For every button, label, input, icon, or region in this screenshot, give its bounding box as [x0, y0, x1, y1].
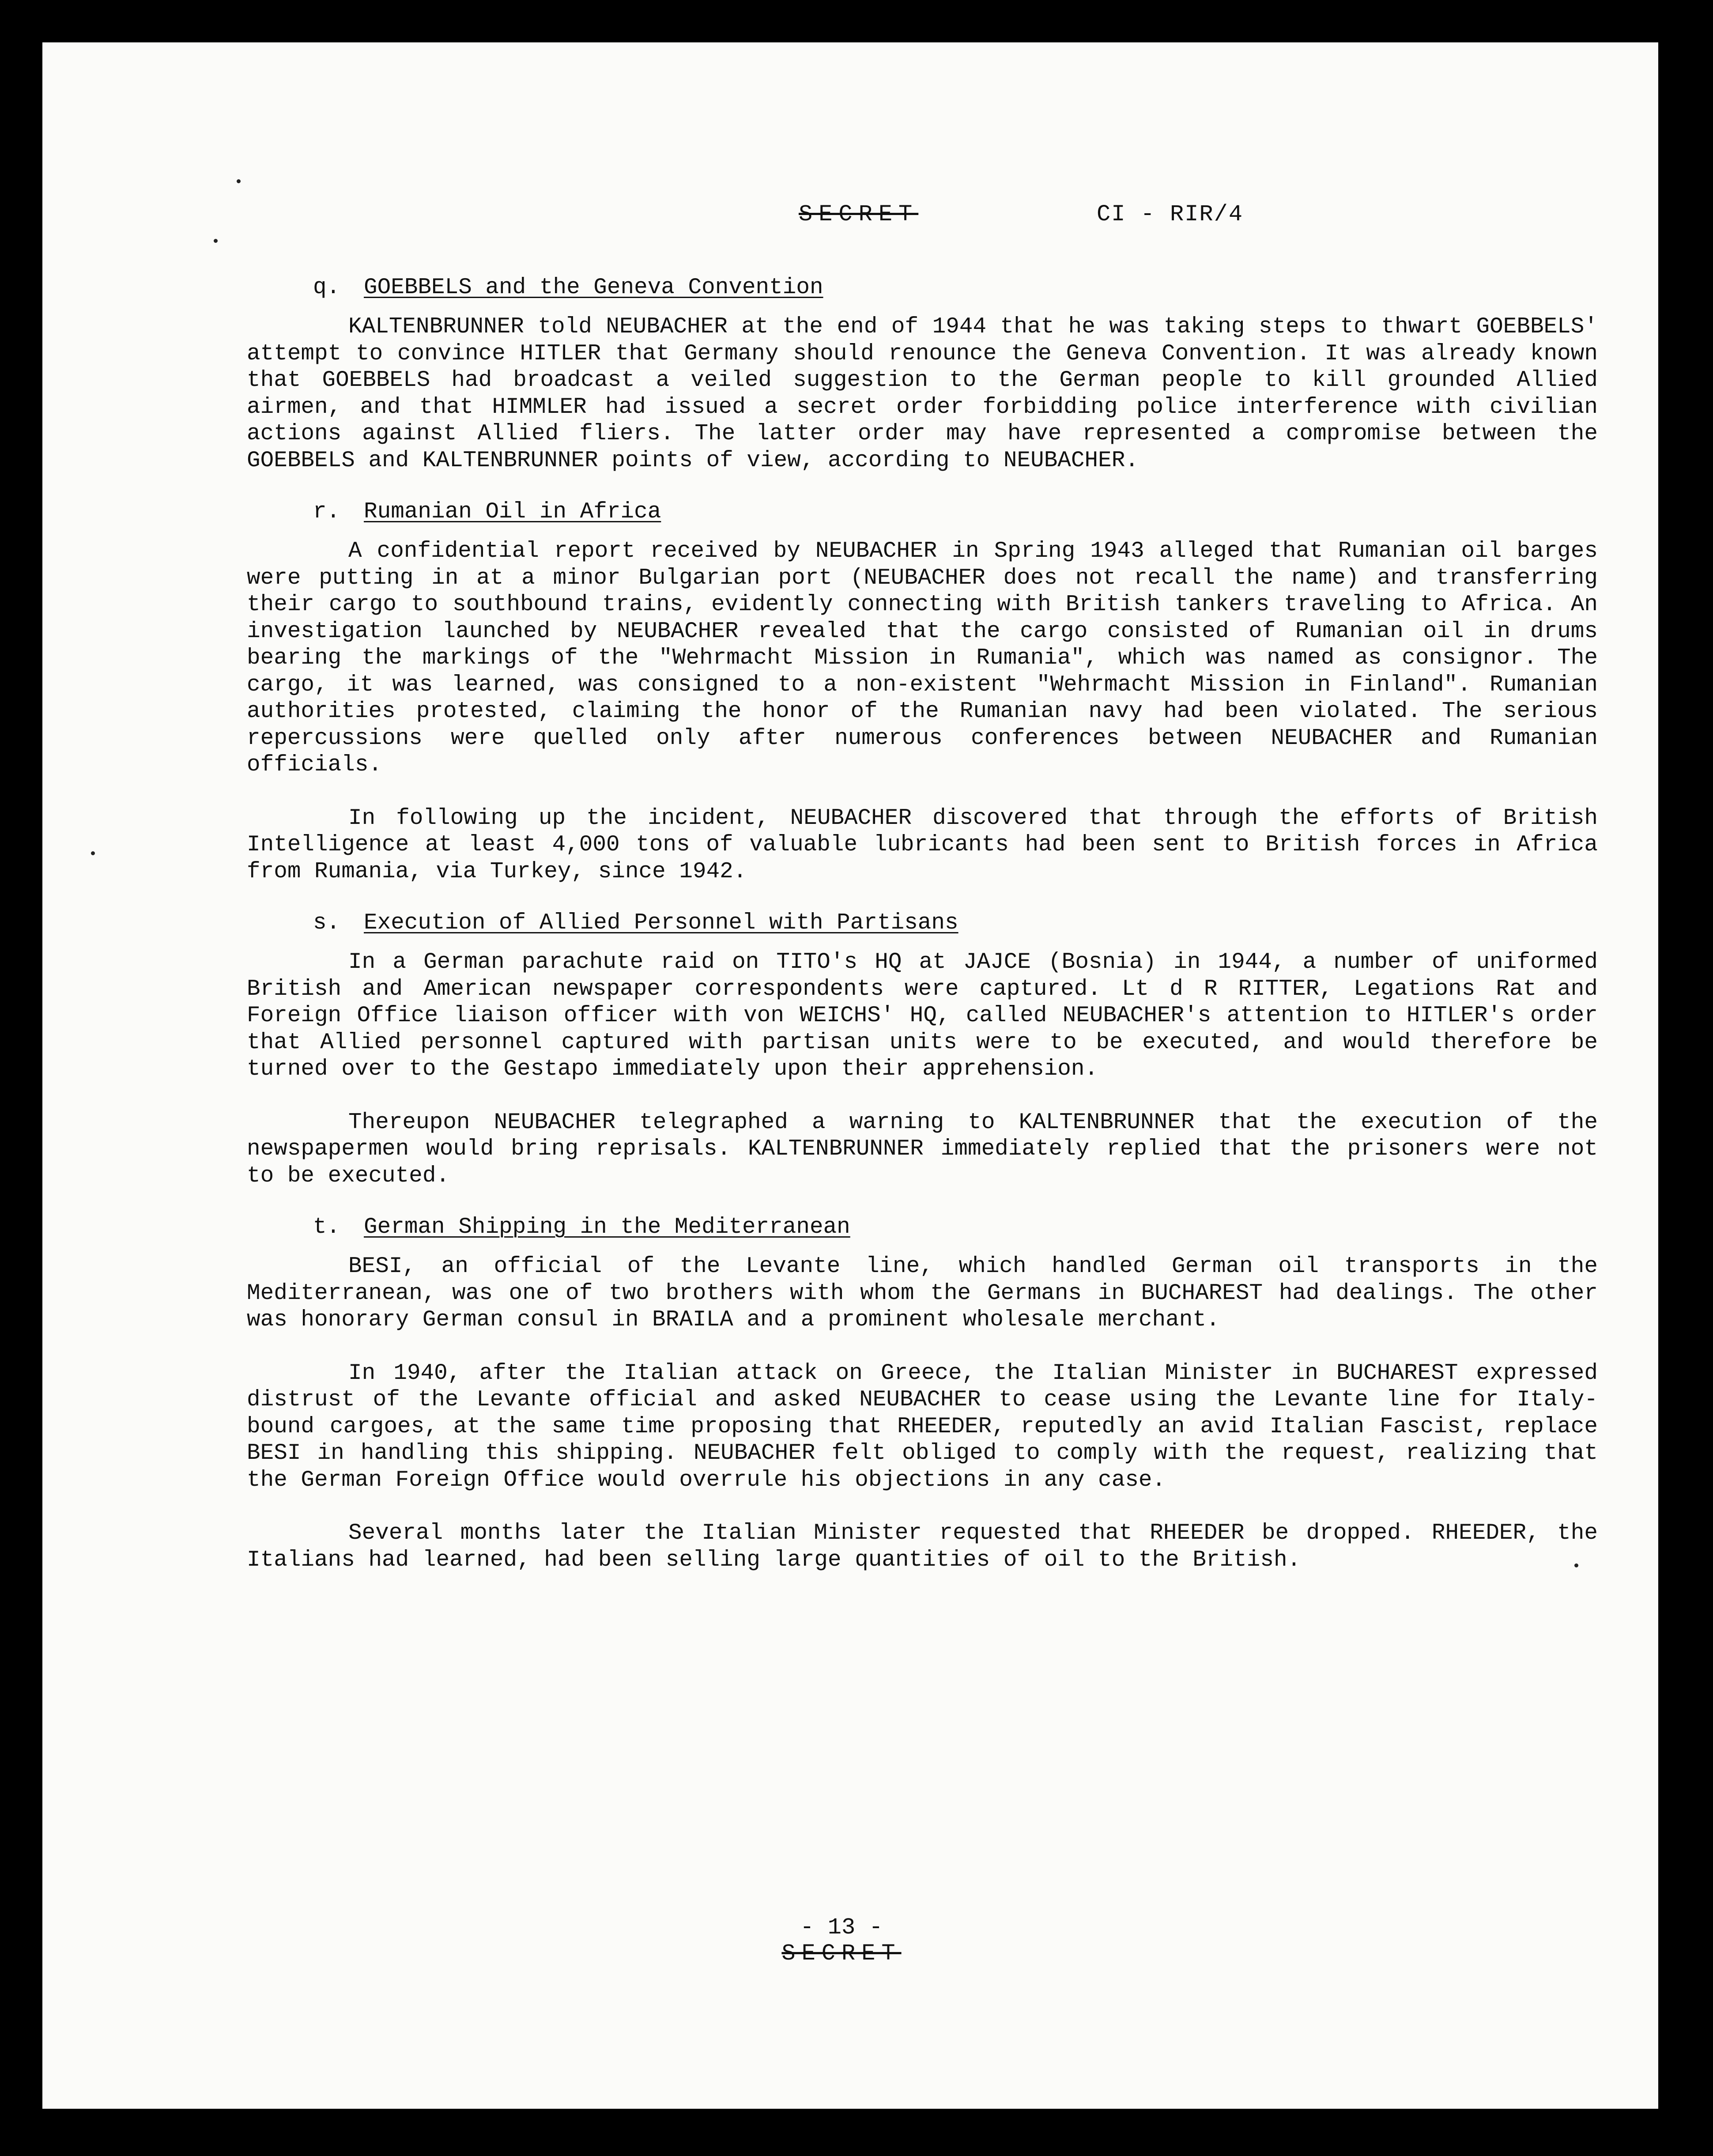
section-r [247, 498, 1598, 885]
document-body [247, 201, 1598, 1574]
paragraph: In 1940, after the Italian attack on Greece, the Italian Minister in BUCHAREST expressed distrust of the Levante official and asked NEUBACHER to cease using the Levante line for Italy-bound cargoes, at the same time proposing that RHEEDER, reputedly an avid Italian Fascist, replace BESI in handling this shipping. NEUBACHER felt obliged to comply with the request, realizing that the German Foreign Office would overrule his objections in any case. [247, 1360, 1598, 1493]
section-s [247, 910, 1598, 1189]
page-header [247, 201, 1598, 250]
section-title: GOEBBELS and the Geneva Convention [364, 275, 823, 300]
scan-speck [91, 851, 95, 855]
paragraph: BESI, an official of the Levante line, which handled German oil transports in the Mediterranean, was one of two brothers with whom the Germans in BUCHAREST had dealings. The other was honorary German consul in BRAILA and a prominent wholesale merchant. [247, 1254, 1598, 1333]
section-heading [247, 274, 1598, 302]
section-t [247, 1214, 1598, 1574]
section-title: Rumanian Oil in Africa [364, 499, 661, 525]
paragraph: In following up the incident, NEUBACHER discovered that through the efforts of British Intelligence at least 4,000 tons of valuable lubricants had been sent to British forces in Africa from Rumania, via Turkey, since 1942. [247, 805, 1598, 884]
scan-speck [214, 239, 218, 243]
scan-speck [237, 179, 241, 183]
section-letter: q. [313, 275, 340, 300]
section-title: Execution of Allied Personnel with Partisans [364, 910, 958, 936]
section-title: German Shipping in the Mediterranean [364, 1215, 850, 1240]
paragraph: Thereupon NEUBACHER telegraphed a warning to KALTENBRUNNER that the execution of the newspapermen would bring reprisals. KALTENBRUNNER immediately replied that the prisoners were not to be executed. [247, 1110, 1598, 1189]
section-letter: r. [313, 499, 340, 525]
section-heading [247, 910, 1598, 937]
paragraph: A confidential report received by NEUBACHER in Spring 1943 alleged that Rumanian oil barges were putting in at a minor Bulgarian port (NEUBACHER does not recall the name) and transferring their cargo to southbound trains, evidently connecting with British tankers traveling to Africa. An investigation launched by NEUBACHER revealed that the cargo consisted of Rumanian oil in drums bearing the markings of the "Wehrmacht Mission in Rumania", which was named as consignor. The cargo, it was learned, was consigned to a non-existent "Wehrmacht Mission in Finland". Rumanian authorities protested, claiming the honor of the Rumanian navy had been violated. The serious repercussions were quelled only after numerous conferences between NEUBACHER and Rumanian officials. [247, 539, 1598, 778]
paragraph: In a German parachute raid on TITO's HQ at JAJCE (Bosnia) in 1944, a number of uniformed British and American newspaper correspondents were captured. Lt d R RITTER, Legations Rat and Foreign Office liaison officer with von WEICHS' HQ, called NEUBACHER's attention to HITLER's order that Allied personnel captured with partisan units were to be executed, and would therefore be turned over to the Gestapo immediately upon their apprehension. [247, 950, 1598, 1082]
section-q [247, 274, 1598, 474]
section-heading [247, 498, 1598, 526]
paragraph: KALTENBRUNNER told NEUBACHER at the end of 1944 that he was taking steps to thwart GOEBBELS' attempt to convince HITLER that Germany should renounce the Geneva Convention. It was already known that GOEBBELS had broadcast a veiled suggestion to the German people to kill grounded Allied airmen, and that HIMMLER had issued a secret order forbidding police interference with civilian actions against Allied fliers. The latter order may have represented a compromise between the GOEBBELS and KALTENBRUNNER points of view, according to NEUBACHER. [247, 314, 1598, 473]
section-letter: t. [313, 1215, 340, 1240]
document-page [42, 42, 1658, 2109]
section-heading [247, 1214, 1598, 1241]
classification-marking-top: SECRET [799, 201, 919, 227]
paragraph: Several months later the Italian Minister requested that RHEEDER be dropped. RHEEDER, the Italians had learned, had been selling large quantities of oil to the British. [247, 1521, 1598, 1573]
page-footer [42, 1914, 1658, 1967]
page-number: - 13 - [800, 1914, 883, 1941]
classification-marking-bottom: SECRET [781, 1941, 902, 1967]
document-reference: CI - RIR/4 [1097, 201, 1244, 227]
section-letter: s. [313, 910, 340, 936]
